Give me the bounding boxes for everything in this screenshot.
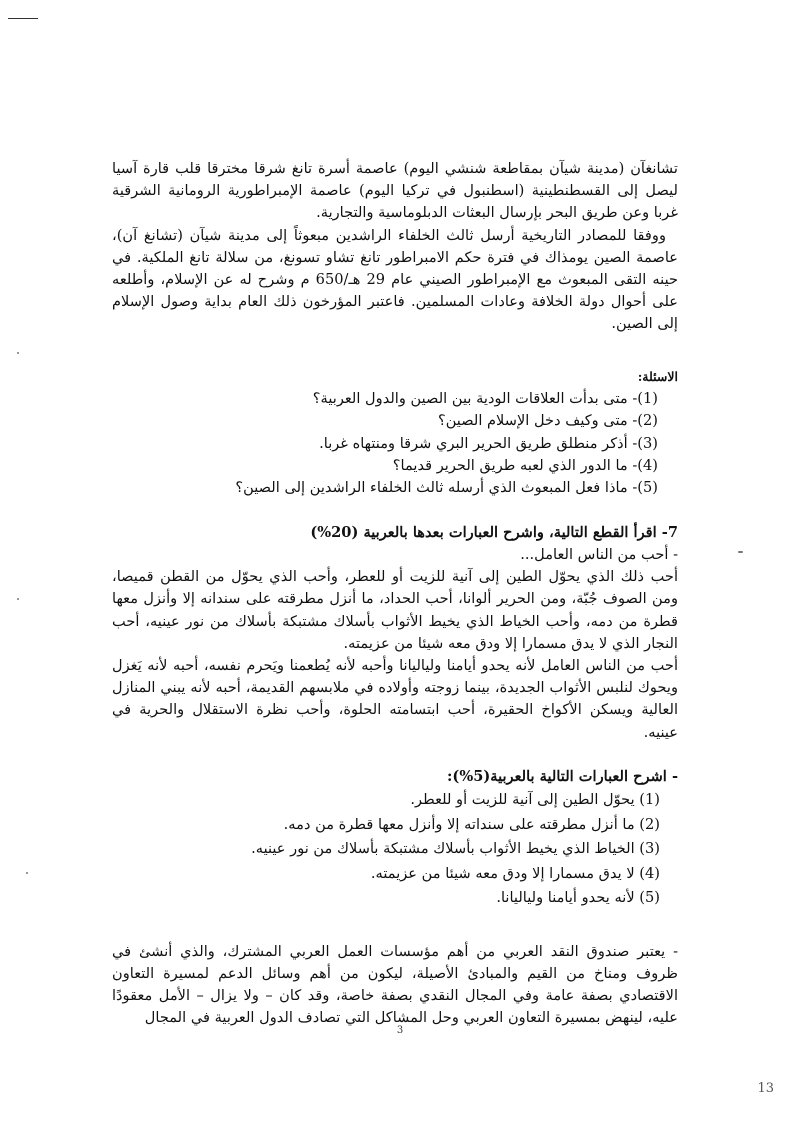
page-content [112,158,678,1029]
explain-item: (5) لأنه يحدو أيامنا ولياليانا. [496,889,660,907]
intro-paragraph-1: تشانغآن (مدينة شيآن بمقاطعة شنشي اليوم) عاصمة أسرة تانغ شرقا مخترقا قلب قارة آسيا ليصل إلى القسطنطينية (اسطنبول في تركيا اليوم) عاصمة الإمبراطورية الرومانية الشرقية غربا وعن طريق البحر بإرسال البعثات الدبلوماسية والتجارية. [112,160,678,222]
section-7-heading: 7- اقرأ القطع التالية، واشرح العبارات بعدها بالعربية (20%) [310,523,678,541]
scan-speck [26,872,28,874]
explain-item: (3) الخياط الذي يخيط الأثواب بأسلاك مشتبكة بأسلاك من نور عينيه. [251,840,660,858]
explain-item: (2) ما أنزل مطرقته على سنداته إلا وأنزل معها قطرة من دمه. [283,815,660,833]
explain-item: (4) لا يدق مسمارا إلا ودق معه شيئا من عزيمته. [370,864,660,882]
question-item: (4)- ما الدور الذي لعبه طريق الحرير قديما؟ [392,457,658,475]
corner-mark [8,18,38,19]
explain-list [112,788,678,911]
explain-heading: - اشرح العبارات التالية بالعربية(5%): [447,767,678,785]
section-7-paragraph-2: أحب من الناس العامل لأنه يحدو أيامنا ولياليانا وأحبه لأنه يُطعمنا ويَحرم نفسه، أحبه لأنه يَغزل ويحوك لنلبس الأثواب الجديدة، بينما زوجته وأولاده في ملابسهم القديمة، أحبه لأنه يبني المنازل العالية ويسكن الأكواخ الحقيرة، أحب ابتسامته الحلوة، وأحب نظرة الاستقلال والحرية في عينيه. [112,657,678,741]
scan-speck [17,352,19,354]
scan-speck [17,598,19,600]
section-7-paragraph-1: أحب ذلك الذي يحوّل الطين إلى آنية للزيت أو للعطر، وأحب الذي يحوّل من القطن قميصا، ومن الصوف جُبّة، ومن الحرير ألوانا، أحب الحداد، ما أنزل مطرقته على سندانه إلا وأنزل معها قطرة من دمه، وأحب الخياط الذي يخيط الأثواب بأسلاك مشتبكة بأسلاك من نور عينيه، أحب النجار الذي لا يدق مسمارا إلا ودق معه شيئا من عزيمته. [112,568,678,652]
explain-item: (1) يحوّل الطين إلى آنية للزيت أو للعطر. [410,791,660,809]
scan-speck [738,551,743,553]
intro-paragraph-2: ووفقا للمصادر التاريخية أرسل ثالث الخلفاء الراشدين مبعوثاً إلى مدينة شيآن (تشانغ آن)، عاصمة الصين يومذاك في فترة حكم الامبراطور تانغ تشاو تسونغ، من سلالة تانغ الملكية. في حينه التقى المبعوث مع الإمبراطور الصيني عام 29 هـ/650 م وشرح له عن الإسلام، وأطلعه على أحوال دولة الخلافة وعادات المسلمين. فاعتبر المؤرخون ذلك العام بداية وصول الإسلام إلى الصين. [112,226,679,333]
question-item: (3)- أذكر منطلق طريق الحرير البري شرقا ومنتهاه غربا. [319,434,658,452]
closing-paragraph: - يعتبر صندوق النقد العربي من أهم مؤسسات العمل العربي المشترك، والذي أنشئ في ظروف ومناخ من القيم والمبادئ الأصيلة، ليكون من أهم وسائل الدعم لمسيرة التعاون الاقتصادي بصفة عامة وفي المجال النقدي بصفة خاصة، وقد كان – ولا يزال – الأمل معقودًا عليه، لينهض بمسيرة التعاون العربي وحل المشاكل التي تصادف الدول العربية في المجال [112,942,678,1027]
questions-heading: الاسئلة: [637,368,678,384]
question-item: (5)- ماذا فعل المبعوث الذي أرسله ثالث الخلفاء الراشدين إلى الصين؟ [235,479,658,497]
question-item: (2)- متى وكيف دخل الإسلام الصين؟ [437,412,658,430]
section-7-subheading: - أحب من الناس العامل... [520,546,678,564]
questions-list [112,388,678,500]
sheet-number: 13 [757,1081,774,1096]
page-number: 3 [396,1025,404,1036]
question-item: (1)- متى بدأت العلاقات الودية بين الصين والدول العربية؟ [312,389,658,407]
